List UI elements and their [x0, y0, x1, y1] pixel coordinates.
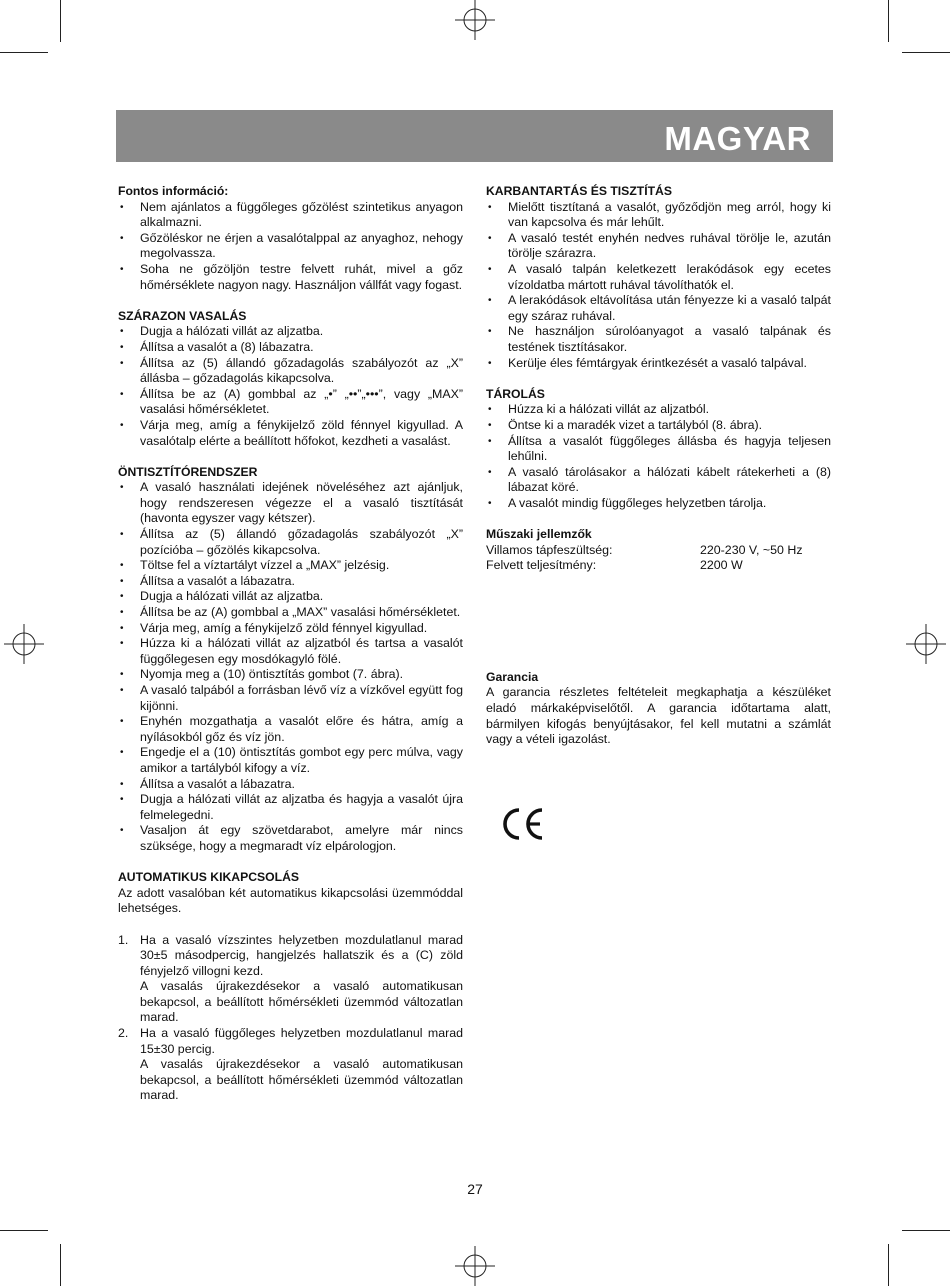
list-item: • Ne használjon súrolóanyagot a vasaló talpának és testének tisztításakor.	[486, 324, 831, 355]
section-important-info	[118, 184, 463, 293]
list-item: • A vasalót mindig függőleges helyzetben tárolja.	[486, 496, 831, 512]
list-item: • Mielőtt tisztítaná a vasalót, győződjön meg arról, hogy ki van kapcsolva és már lehűlt.	[486, 200, 831, 231]
section-intro: Az adott vasalóban két automatikus kikapcsolási üzemmóddal lehetséges.	[118, 885, 463, 916]
list-item: • Enyhén mozgathatja a vasalót előre és hátra, amíg a nyílásokból gőz és víz jön.	[118, 714, 463, 745]
crop-mark	[60, 0, 61, 42]
spec-row	[486, 558, 831, 574]
crop-mark	[0, 52, 48, 53]
left-column	[118, 184, 463, 1120]
crop-mark	[888, 0, 889, 42]
list-item-text: Ha a vasaló függőleges helyzetben mozdulatlanul marad 15±30 percig.	[140, 1026, 463, 1056]
right-column	[486, 184, 831, 763]
section-heading: ÖNTISZTÍTÓRENDSZER	[118, 464, 258, 479]
crop-mark	[888, 1244, 889, 1286]
registration-mark-icon	[455, 0, 495, 40]
list-item: • Várja meg, amíg a fénykijelző zöld fénnyel kigyullad.	[118, 621, 463, 637]
crop-mark	[902, 52, 950, 53]
list-item: • A vasaló tárolásakor a hálózati kábelt rátekerheti a (8) lábazat köré.	[486, 465, 831, 496]
registration-mark-icon	[906, 624, 946, 664]
language-title: MAGYAR	[664, 120, 811, 157]
bullet-list	[118, 480, 463, 854]
list-item: • Állítsa a vasalót a lábazatra.	[118, 574, 463, 590]
section-self-cleaning	[118, 465, 463, 855]
list-item: • Gőzöléskor ne érjen a vasalótalppal az anyaghoz, nehogy megolvassza.	[118, 231, 463, 262]
list-item: • Húzza ki a hálózati villát az aljzatból és tartsa a vasalót függőlegesen egy mosdókagyló fölé.	[118, 636, 463, 667]
list-item-text: Ha a vasaló vízszintes helyzetben mozdulatlanul marad 30±5 másodpercig, hangjelzés hallatszik és a (C) zöld fényjelző villogni kezd.	[140, 932, 463, 978]
section-maintenance	[486, 184, 831, 371]
list-item	[118, 1026, 463, 1104]
list-item: • A vasaló testét enyhén nedves ruhával törölje le, azután törölje szárazra.	[486, 231, 831, 262]
list-item: • Engedje el a (10) öntisztítás gombot egy perc múlva, vagy amikor a tartályból kifogy a víz.	[118, 745, 463, 776]
list-item: • Várja meg, amíg a fénykijelző zöld fénnyel kigyullad. A vasalótalp elérte a beállított hőfokot, kezdheti a vasalást.	[118, 418, 463, 449]
section-warranty	[486, 670, 831, 748]
section-dry-ironing	[118, 309, 463, 449]
ce-mark-icon	[500, 806, 546, 842]
list-item: • Dugja a hálózati villát az aljzatba és hagyja a vasalót újra felmelegedni.	[118, 792, 463, 823]
section-heading: KARBANTARTÁS ÉS TISZTÍTÁS	[486, 184, 672, 198]
section-storage	[486, 387, 831, 512]
section-auto-off	[118, 870, 463, 1104]
registration-mark-icon	[455, 1246, 495, 1286]
spec-value: 2200 W	[700, 558, 743, 573]
list-item: • Öntse ki a maradék vizet a tartályból (8. ábra).	[486, 418, 831, 434]
bullet-list	[486, 402, 831, 511]
section-heading: AUTOMATIKUS KIKAPCSOLÁS	[118, 870, 300, 885]
section-heading: Garancia	[486, 669, 539, 684]
list-item: • Állítsa az (5) állandó gőzadagolás szabályozót az „X” állásba – gőzadagolás kikapcsolva.	[118, 356, 463, 387]
list-item: • Állítsa be az (A) gombbal a „MAX” vasalási hőmérsékletet.	[118, 605, 463, 621]
spec-value: 220-230 V, ~50 Hz	[700, 542, 803, 557]
section-heading: Fontos információ:	[118, 184, 229, 198]
page-number: 27	[467, 1181, 483, 1197]
list-item: • Vasaljon át egy szövetdarabot, amelyre már nincs szüksége, hogy a megmaradt víz elpárologjon.	[118, 823, 463, 854]
crop-mark	[60, 1244, 61, 1286]
language-banner	[116, 110, 833, 162]
list-number: 2.	[118, 1026, 129, 1041]
list-item: • Állítsa a vasalót a (8) lábazatra.	[118, 340, 463, 356]
numbered-list	[118, 933, 463, 1105]
section-heading: Műszaki jellemzők	[486, 527, 592, 542]
list-item: • Húzza ki a hálózati villát az aljzatból.	[486, 402, 831, 418]
list-item: • A vasaló talpán keletkezett lerakódások egy ecetes vízoldatba mártott ruhával távolíthatók el.	[486, 262, 831, 293]
list-item-subtext: A vasalás újrakezdésekor a vasaló automatikusan bekapcsol, a beállított hőmérsékleti üzemmód változatlan marad.	[140, 1057, 463, 1103]
list-item	[118, 933, 463, 1027]
spec-label: Villamos tápfeszültség:	[486, 542, 613, 557]
list-item: • A vasaló használati idejének növeléséhez azt ajánljuk, hogy rendszeresen végezze el a vasaló tisztítását (havonta egyszer vagy kétszer).	[118, 480, 463, 527]
list-item: • A vasaló talpából a forrásban lévő víz a vízkővel együtt fog kijönni.	[118, 683, 463, 714]
list-item: • Nem ajánlatos a függőleges gőzölést szintetikus anyagon alkalmazni.	[118, 200, 463, 231]
spec-label: Felvett teljesítmény:	[486, 558, 597, 573]
list-item: • Állítsa be az (A) gombbal az „•” „••”„•••”, vagy „MAX” vasalási hőmérsékletet.	[118, 387, 463, 418]
list-item: • Soha ne gőzöljön testre felvett ruhát, mivel a gőz hőmérséklete nagyon nagy. Használjon vállfát vagy fogast.	[118, 262, 463, 293]
warranty-text: A garancia részletes feltételeit megkaphatja a készüléket eladó márkaképviselőtől. A garancia időtartama alatt, bármilyen kifogás benyújtásakor, fel kell mutatni a számlát vagy a vételi igazolást.	[486, 685, 831, 747]
list-item: • Dugja a hálózati villát az aljzatba.	[118, 589, 463, 605]
list-item: • Állítsa a vasalót a lábazatra.	[118, 777, 463, 793]
list-item: • Kerülje éles fémtárgyak érintkezését a vasaló talpával.	[486, 356, 831, 372]
crop-mark	[0, 1230, 48, 1231]
bullet-list	[486, 200, 831, 372]
list-item: • Nyomja meg a (10) öntisztítás gombot (7. ábra).	[118, 667, 463, 683]
list-item-subtext: A vasalás újrakezdésekor a vasaló automatikusan bekapcsol, a beállított hőmérsékleti üzemmód változatlan marad.	[140, 979, 463, 1025]
list-item: • A lerakódások eltávolítása után fényezze ki a vasaló talpát egy száraz ruhával.	[486, 293, 831, 324]
spec-row	[486, 543, 831, 559]
list-item: • Állítsa a vasalót függőleges állásba és hagyja teljesen lehűlni.	[486, 434, 831, 465]
registration-mark-icon	[4, 624, 44, 664]
section-heading: SZÁRAZON VASALÁS	[118, 308, 247, 323]
bullet-list	[118, 200, 463, 294]
list-number: 1.	[118, 932, 129, 947]
bullet-list	[118, 324, 463, 449]
section-specifications	[486, 527, 831, 574]
list-item: • Töltse fel a víztartályt vízzel a „MAX” jelzésig.	[118, 558, 463, 574]
list-item: • Állítsa az (5) állandó gőzadagolás szabályozót „X” pozícióba – gőzölés kikapcsolva.	[118, 527, 463, 558]
crop-mark	[902, 1230, 950, 1231]
list-item: • Dugja a hálózati villát az aljzatba.	[118, 324, 463, 340]
section-heading: TÁROLÁS	[486, 386, 545, 401]
